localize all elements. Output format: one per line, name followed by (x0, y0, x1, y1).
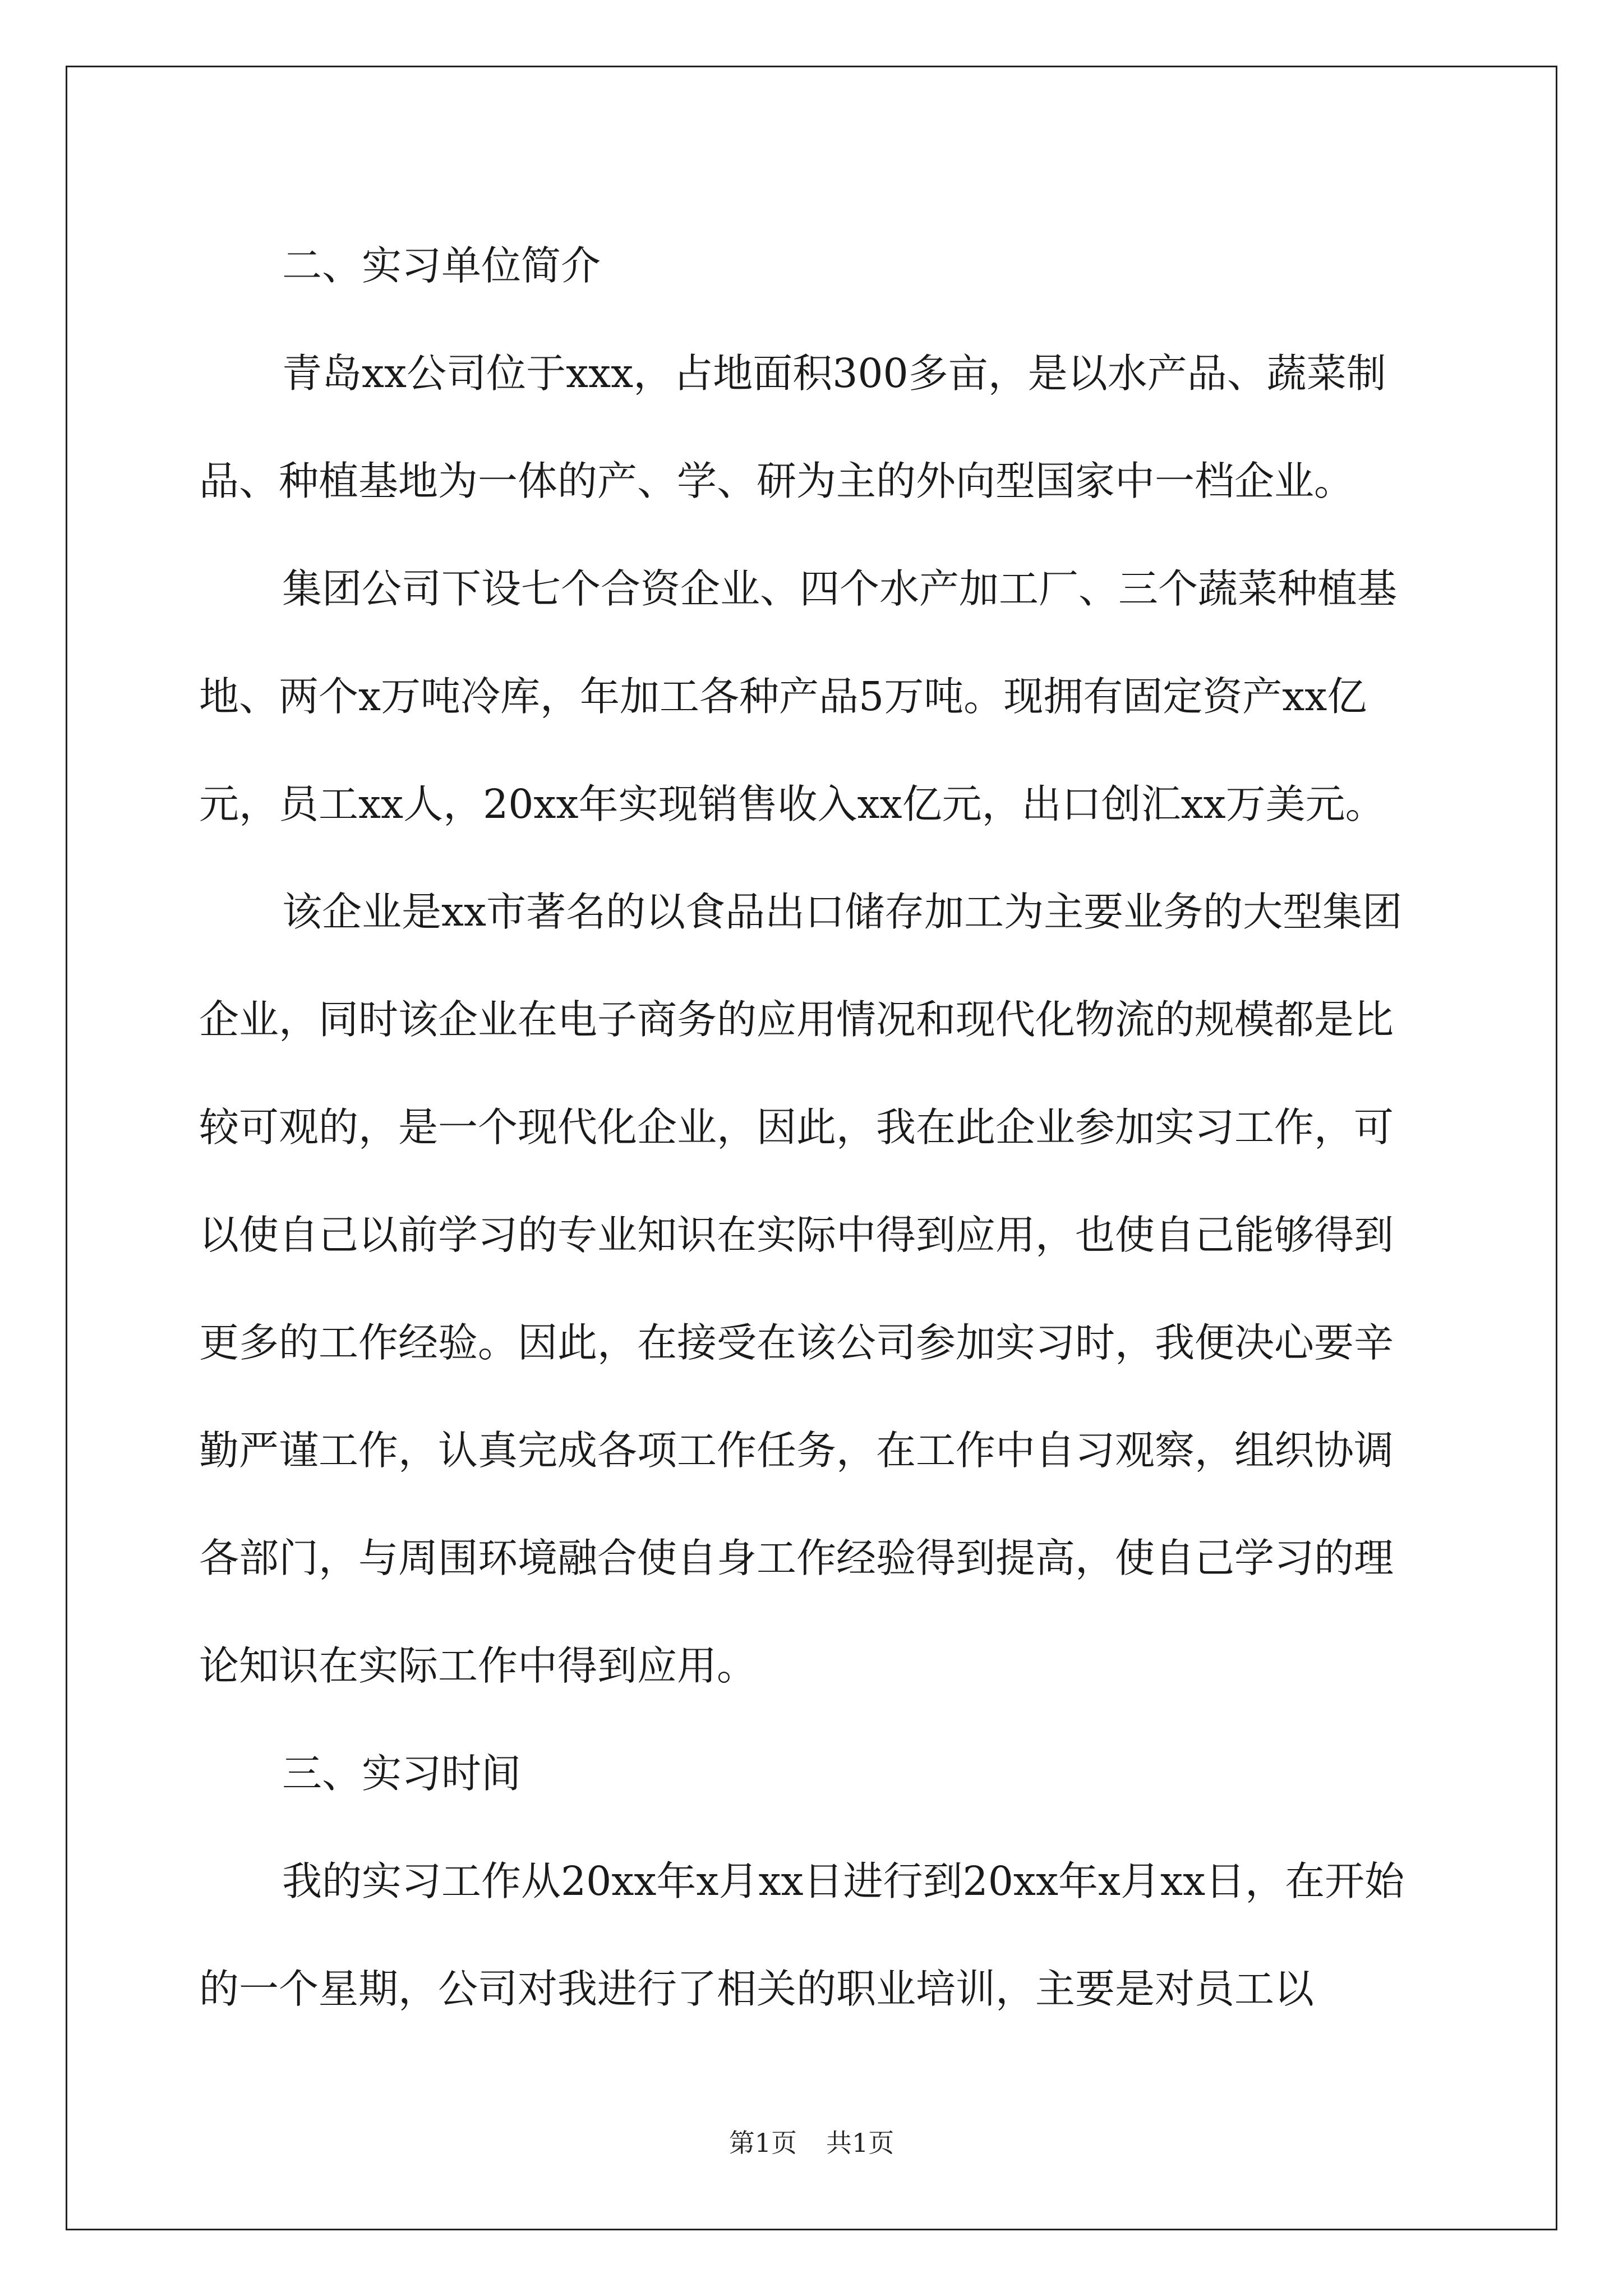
section-heading-internship-time: 三、实习时间 (282, 1750, 522, 1797)
paragraph-company-location: 青岛xx公司位于xxx，占地面积300多亩，是以水产品、蔬菜制品、种植基地为一体的产、学、研为主的外向型国家中一档企业。 (199, 350, 1386, 504)
page-total: 共1页 (826, 2128, 895, 2158)
paragraph-company-significance: 该企业是xx市著名的以食品出口储存加工为主要业务的大型集团企业，同时该企业在电子商务的应用情况和现代化物流的规模都是比较可观的，是一个现代化企业，因此，我在此企业参加实习工作，可以使自己以前学习的专业知识在实际中得到应用，也使自己能够得到更多的工作经验。因此，在接受在该公司参加实习时，我便决心要辛勤严谨工作，认真完成各项工作任务，在工作中自习观察，组织协调各部门，与周围环境融合使自身工作经验得到提高，使自己学习的理论知识在实际工作中得到应用。 (199, 889, 1403, 1689)
page-number: 第1页 (728, 2128, 797, 2158)
page-footer (0, 2123, 1623, 2160)
paragraph-company-structure: 集团公司下设七个合资企业、四个水产加工厂、三个蔬菜种植基地、两个x万吨冷库，年加工各种产品5万吨。现拥有固定资产xx亿元，员工xx人，20xx年实现销售收入xx亿元，出口创汇xx万美元。 (199, 565, 1398, 827)
paragraph-internship-period: 我的实习工作从20xx年x月xx日进行到20xx年x月xx日，在开始的一个星期，公司对我进行了相关的职业培训，主要是对员工以 (199, 1858, 1405, 2012)
section-heading-internship-unit: 二、实习单位简介 (282, 242, 601, 289)
document-body (199, 212, 1433, 2043)
